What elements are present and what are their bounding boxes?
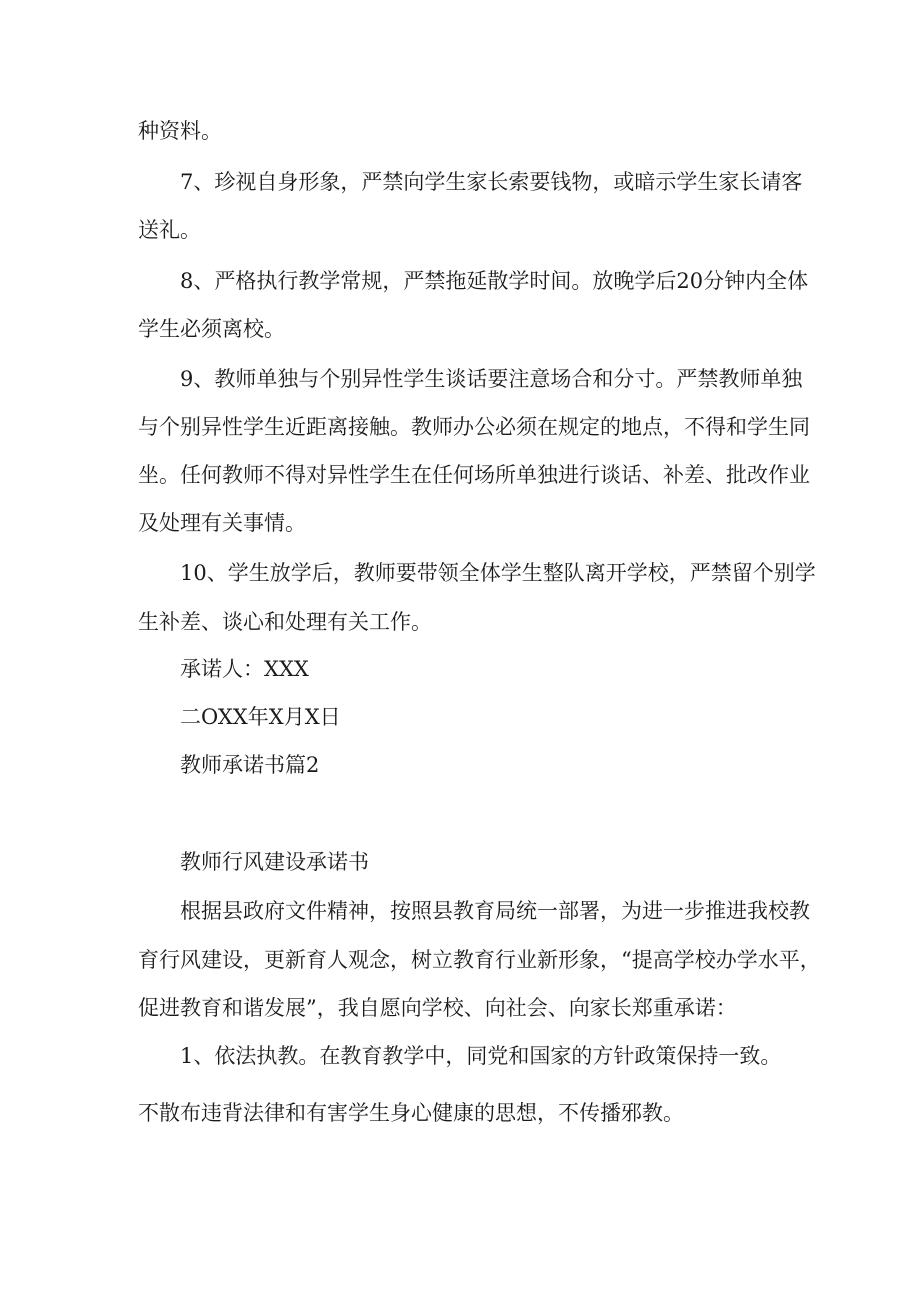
text-line: 1、依法执教。在教育教学中，同党和国家的方针政策保持一致。 (180, 1044, 782, 1068)
text-line: 生补差、谈心和处理有关工作。 (138, 610, 432, 634)
text-line: 7、珍视自身形象，严禁向学生家长索要钱物，或暗示学生家长请客 (180, 170, 803, 194)
text-line: 及处理有关事情。 (138, 511, 306, 535)
text-line: 9、教师单独与个别异性学生谈话要注意场合和分寸。严禁教师单独 (180, 367, 803, 391)
text-line: 促进教育和谐发展”，我自愿向学校、向社会、向家长郑重承诺： (138, 996, 737, 1020)
text-line: 与个别异性学生近距离接触。教师办公必须在规定的地点，不得和学生同 (138, 415, 810, 439)
document-title: 教师行风建设承诺书 (180, 850, 369, 874)
text-line: 学生必须离校。 (138, 317, 285, 341)
signatory: 承诺人：XXX (180, 657, 309, 681)
text-line: 种资料。 (138, 119, 222, 143)
text-line: 送礼。 (138, 218, 201, 242)
text-line: 10、学生放学后，教师要带领全体学生整队离开学校，严禁留个别学 (180, 561, 816, 585)
text-line: 坐。任何教师不得对异性学生在任何场所单独进行谈话、补差、批改作业 (138, 463, 810, 487)
text-line: 8、严格执行教学常规，严禁拖延散学时间。放晚学后20分钟内全体 (180, 269, 809, 293)
text-line: 不散布违背法律和有害学生身心健康的思想，不传播邪教。 (138, 1101, 684, 1125)
section-heading: 教师承诺书篇2 (180, 753, 320, 777)
date: 二OXX年X月X日 (180, 705, 341, 729)
text-line: 育行风建设，更新育人观念，树立教育行业新形象，“提高学校办学水平， (138, 948, 821, 972)
text-line: 根据县政府文件精神，按照县教育局统一部署，为进一步推进我校教 (180, 899, 810, 923)
